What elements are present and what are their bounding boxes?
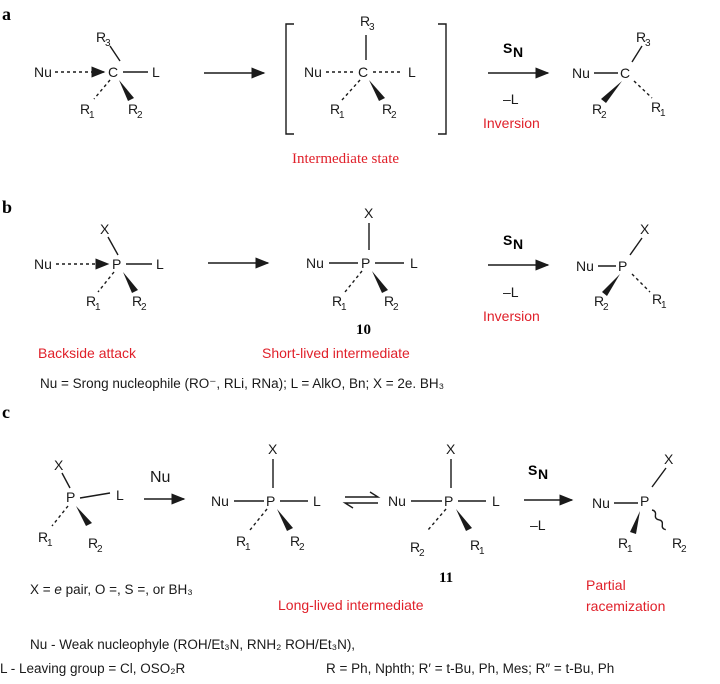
hash-bond xyxy=(634,81,652,98)
svg-text:N: N xyxy=(513,236,524,252)
bond xyxy=(630,238,642,255)
svg-text:–L: –L xyxy=(530,517,546,533)
inversion-label: Inversion xyxy=(483,115,540,131)
svg-text:R: R xyxy=(651,99,662,115)
svg-text:2: 2 xyxy=(97,544,103,555)
svg-text:–L: –L xyxy=(503,91,519,107)
svg-text:1: 1 xyxy=(245,542,251,553)
svg-text:X: X xyxy=(54,457,64,473)
partial-racemization-label-2: racemization xyxy=(586,598,666,614)
svg-text:L: L xyxy=(492,493,500,509)
svg-text:R: R xyxy=(382,101,393,117)
svg-text:C: C xyxy=(620,65,631,81)
hash-bond xyxy=(345,271,362,292)
svg-text:P: P xyxy=(361,255,371,271)
bond xyxy=(110,46,120,61)
panel-c-nu-note: Nu - Weak nucleophyle (ROH/Et₃N, RNH₂ ROH/Et₃N), xyxy=(30,637,356,652)
bond xyxy=(62,473,70,488)
svg-text:L: L xyxy=(313,493,321,509)
svg-text:L: L xyxy=(152,64,160,80)
svg-text:2: 2 xyxy=(419,548,425,559)
svg-text:R: R xyxy=(290,533,301,549)
svg-text:R: R xyxy=(470,537,481,553)
wedge-bond xyxy=(630,511,640,534)
wedge-bond xyxy=(601,81,622,103)
b-product xyxy=(576,221,667,313)
svg-text:R: R xyxy=(132,293,143,309)
svg-text:P: P xyxy=(444,493,454,509)
panel-c-r-groups-note: R = Ph, Nphth; R′ = t-Bu, Ph, Mes; R″ = t-Bu, Ph xyxy=(326,661,615,676)
svg-text:R: R xyxy=(652,291,663,307)
wedge-bond xyxy=(369,80,385,101)
wedge-bond xyxy=(456,509,472,531)
wedge-bond xyxy=(123,272,138,293)
panel-c-leaving-group-note: L - Leaving group = Cl, OSO₂R xyxy=(0,661,186,676)
svg-text:R: R xyxy=(592,101,603,117)
svg-text:2: 2 xyxy=(603,302,609,313)
svg-text:N: N xyxy=(538,466,549,482)
c-intermediate-2 xyxy=(388,441,500,559)
hash-bond xyxy=(428,509,446,530)
a-product xyxy=(572,29,666,121)
wedge-bond xyxy=(372,271,388,293)
svg-text:2: 2 xyxy=(141,302,147,313)
carbon-atom: C xyxy=(108,64,119,80)
svg-text:N: N xyxy=(513,44,524,60)
svg-text:S: S xyxy=(528,462,538,478)
svg-text:2: 2 xyxy=(299,542,305,553)
svg-text:3: 3 xyxy=(645,38,651,49)
svg-text:Nu: Nu xyxy=(388,493,406,509)
hash-bond xyxy=(250,509,267,530)
svg-text:R: R xyxy=(128,101,139,117)
svg-text:L: L xyxy=(116,487,124,503)
svg-text:Nu: Nu xyxy=(211,493,229,509)
bond xyxy=(108,237,118,255)
svg-text:R: R xyxy=(594,293,605,309)
bond xyxy=(632,46,642,62)
svg-text:2: 2 xyxy=(601,110,607,121)
phosphorus-atom: P xyxy=(112,256,122,272)
inversion-label: Inversion xyxy=(483,308,540,324)
svg-text:Nu: Nu xyxy=(34,256,52,272)
svg-text:Nu: Nu xyxy=(592,495,610,511)
hash-bond xyxy=(52,506,68,526)
wedge-bond xyxy=(119,80,134,101)
svg-text:3: 3 xyxy=(369,22,375,33)
svg-text:X: X xyxy=(364,205,374,221)
svg-text:R: R xyxy=(332,293,343,309)
svg-text:2: 2 xyxy=(681,544,687,555)
svg-text:L: L xyxy=(410,255,418,271)
hash-bond xyxy=(98,272,114,292)
svg-text:Nu: Nu xyxy=(306,255,324,271)
panel-c-x-note: X = e pair, O =, S =, or BH₃ xyxy=(30,582,193,597)
svg-text:P: P xyxy=(640,493,650,509)
svg-text:C: C xyxy=(358,64,369,80)
b-intermediate xyxy=(306,205,418,313)
b-reactant xyxy=(34,221,164,313)
nu-reagent: Nu xyxy=(150,469,171,486)
svg-text:1: 1 xyxy=(479,546,485,557)
c-intermediate-1 xyxy=(211,441,321,553)
svg-text:S: S xyxy=(503,40,513,56)
svg-text:1: 1 xyxy=(660,108,666,119)
svg-text:P: P xyxy=(266,493,276,509)
svg-text:R: R xyxy=(618,535,629,551)
bracket-right xyxy=(438,24,446,134)
hash-bond xyxy=(342,80,360,100)
svg-text:1: 1 xyxy=(661,300,667,311)
svg-text:R: R xyxy=(360,13,371,29)
svg-text:R: R xyxy=(384,293,395,309)
compound-number-10: 10 xyxy=(356,322,371,338)
svg-text:X: X xyxy=(100,221,110,237)
svg-text:R: R xyxy=(86,293,97,309)
intermediate-state-label: Intermediate state xyxy=(292,151,400,167)
svg-text:2: 2 xyxy=(393,302,399,313)
panel-label-a: a xyxy=(2,4,11,24)
svg-text:P: P xyxy=(618,258,628,274)
svg-text:R: R xyxy=(88,535,99,551)
c-product xyxy=(592,451,687,555)
bond xyxy=(80,493,110,498)
wedge-bond xyxy=(602,274,620,296)
svg-text:–L: –L xyxy=(503,284,519,300)
svg-text:R: R xyxy=(236,533,247,549)
equilibrium-arrow xyxy=(345,492,378,508)
svg-text:X: X xyxy=(268,441,278,457)
svg-text:Nu: Nu xyxy=(304,64,322,80)
svg-text:R: R xyxy=(80,101,91,117)
svg-text:1: 1 xyxy=(627,544,633,555)
svg-text:1: 1 xyxy=(89,110,95,121)
wavy-bond xyxy=(651,509,667,530)
svg-text:1: 1 xyxy=(95,302,101,313)
panel-b-note: Nu = Srong nucleophile (RO⁻, RLi, RNa); L = AlkO, Bn; X = 2e. BH₃ xyxy=(40,376,445,391)
svg-text:L: L xyxy=(156,256,164,272)
svg-text:X: X xyxy=(446,441,456,457)
backside-attack-label: Backside attack xyxy=(38,345,137,361)
svg-text:P: P xyxy=(66,489,76,505)
svg-text:Nu: Nu xyxy=(576,258,594,274)
svg-text:X: X xyxy=(640,221,650,237)
compound-number-11: 11 xyxy=(439,570,454,586)
a-intermediate xyxy=(304,13,416,121)
bond xyxy=(652,468,666,487)
svg-text:R: R xyxy=(410,539,421,555)
nu-atom: Nu xyxy=(34,64,52,80)
svg-text:X: X xyxy=(664,451,674,467)
svg-text:1: 1 xyxy=(341,302,347,313)
c-reactant xyxy=(38,457,124,555)
svg-text:R: R xyxy=(96,29,107,45)
svg-text:R: R xyxy=(636,29,647,45)
partial-racemization-label-1: Partial xyxy=(586,577,626,593)
svg-text:R: R xyxy=(38,529,49,545)
svg-text:2: 2 xyxy=(391,110,397,121)
svg-text:1: 1 xyxy=(339,110,345,121)
wedge-bond xyxy=(76,506,92,526)
svg-text:1: 1 xyxy=(47,538,53,549)
svg-text:L: L xyxy=(408,64,416,80)
a-reactant xyxy=(34,29,160,121)
long-lived-label: Long-lived intermediate xyxy=(278,597,424,613)
short-lived-label: Short-lived intermediate xyxy=(262,345,410,361)
panel-label-c: c xyxy=(2,402,10,422)
hash-bond xyxy=(632,274,650,292)
svg-text:3: 3 xyxy=(105,38,111,49)
svg-text:S: S xyxy=(503,232,513,248)
hash-bond xyxy=(94,80,110,99)
svg-text:2: 2 xyxy=(137,110,143,121)
svg-text:Nu: Nu xyxy=(572,65,590,81)
svg-text:R: R xyxy=(330,101,341,117)
wedge-bond xyxy=(277,509,293,531)
svg-text:R: R xyxy=(672,535,683,551)
bracket-left xyxy=(286,24,294,134)
panel-label-b: b xyxy=(2,197,13,217)
